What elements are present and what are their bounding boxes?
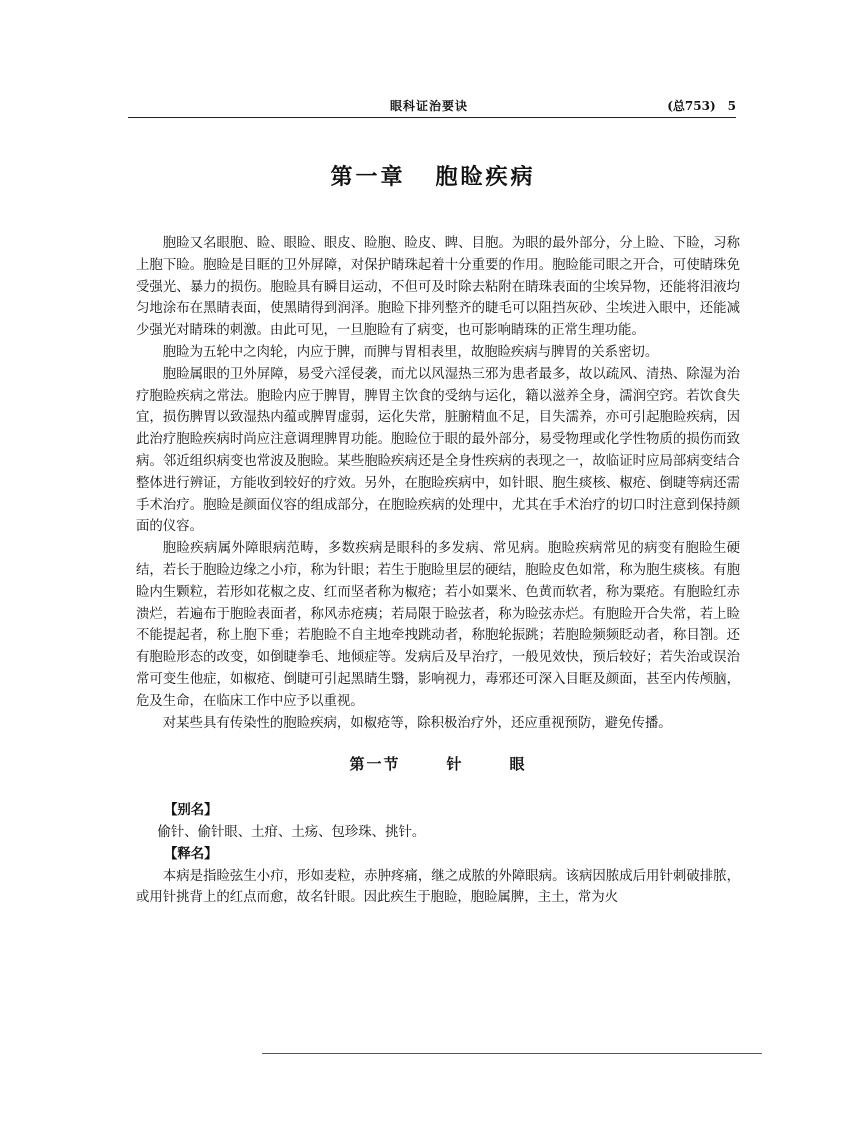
section-name-2: 眼 — [509, 755, 527, 774]
paragraph: 胞睑为五轮中之肉轮，内应于脾，而脾与胃相表里，故胞睑疾病与脾胃的关系密切。 — [162, 344, 659, 360]
alias-label: 【别名】 — [164, 802, 218, 819]
alias-text: 偷针、偷针眼、土疳、土疡、包珍珠、挑针。 — [157, 824, 426, 840]
explanation-text: 本病是指睑弦生小疖，形如麦粒，赤肿疼痛，继之成脓的外障眼病。该病因脓成后用针刺破排脓，或用针挑背上的红点而愈，故名针眼。因此疾生于胞睑，胞睑属脾，主土，常为火 — [136, 868, 740, 906]
volume-number: (总753) — [667, 99, 716, 113]
book-title: 眼科证治要诀 — [390, 99, 469, 113]
footer-rule — [262, 1053, 762, 1054]
section-name-1: 针 — [446, 755, 464, 774]
section-number: 第一节 — [349, 755, 401, 774]
running-header — [128, 96, 736, 116]
chapter-title — [0, 160, 866, 191]
header-rule — [128, 117, 736, 118]
explanation-label: 【释名】 — [164, 845, 218, 862]
section-title — [136, 754, 740, 776]
page-num: 5 — [727, 99, 736, 113]
chapter-name: 胞睑疾病 — [435, 164, 536, 190]
body-text — [136, 233, 740, 909]
paragraph: 对某些具有传染性的胞睑疾病，如椒疮等，除积极治疗外，还应重视预防，避免传播。 — [162, 715, 672, 731]
chapter-number: 第一章 — [330, 164, 406, 190]
paragraph: 胞睑属眼的卫外屏障，易受六淫侵袭，而尤以风湿热三邪为患者最多，故以疏风、清热、除湿为治疗胞睑疾病之常法。胞睑内应于脾胃，脾胃主饮食的受纳与运化，籍以滋养全身，濡润空窍。若饮食失宜，损伤脾胃以致湿热内蕴或脾胃虚弱，运化失常，脏腑精血不足，目失濡养，亦可引起胞睑疾病，因此治疗胞睑疾病时尚应注意调理脾胃功能。胞睑位于眼的最外部分，易受物理或化学性物质的损伤而致病。邻近组织病变也常波及胞睑。某些胞睑疾病还是全身性疾病的表现之一，故临证时应局部病变结合整体进行辨证，方能收到较好的疗效。另外，在胞睑疾病中，如针眼、胞生痰核、椒疮、倒睫等病还需手术治疗。胞睑是颜面仪容的组成部分，在胞睑疾病的处理中，尤其在手术治疗的切口时注意到保持颜面的仪容。 — [136, 366, 740, 535]
paragraph: 胞睑又名眼胞、睑、眼睑、眼皮、睑胞、睑皮、睥、目胞。为眼的最外部分，分上睑、下睑，习称上胞下睑。胞睑是目眶的卫外屏障，对保护睛珠起着十分重要的作用。胞睑能司眼之开合，可使睛珠免受强光、暴力的损伤。胞睑具有瞬目运动，不但可及时除去粘附在睛珠表面的尘埃异物，还能将泪液均匀地涂布在黑睛表面，使黑睛得到润泽。胞睑下排列整齐的睫毛可以阻挡灰砂、尘埃进入眼中，还能减少强光对睛珠的刺激。由此可见，一旦胞睑有了病变，也可影响睛珠的正常生理功能。 — [136, 236, 740, 339]
paragraph: 胞睑疾病属外障眼病范畴，多数疾病是眼科的多发病、常见病。胞睑疾病常见的病变有胞睑生硬结，若长于胞睑边缘之小疖，称为针眼；若生于胞睑里层的硬结，胞睑皮色如常，称为胞生痰核。有胞睑内生颗粒，若形如花椒之皮、红而坚者称为椒疮；若小如粟米、色黄而软者，称为粟疮。有胞睑红赤溃烂，若遍布于胞睑表面者，称风赤疮痍；若局限于睑弦者，称为睑弦赤烂。有胞睑开合失常，若上睑不能提起者，称上胞下垂；若胞睑不自主地牵拽跳动者，称胞轮振跳；若胞睑频频眨动者，称目劄。还有胞睑形态的改变，如倒睫拳毛、地倾症等。发病后及早治疗，一般见效快，预后较好；若失治或误治常可变生他症，如椒疮、倒睫可引起黑睛生翳，影响视力，毒邪还可深入目眶及颜面，甚至内传颅脑，危及生命，在临床工作中应予以重视。 — [136, 541, 740, 709]
page-number — [655, 96, 736, 116]
